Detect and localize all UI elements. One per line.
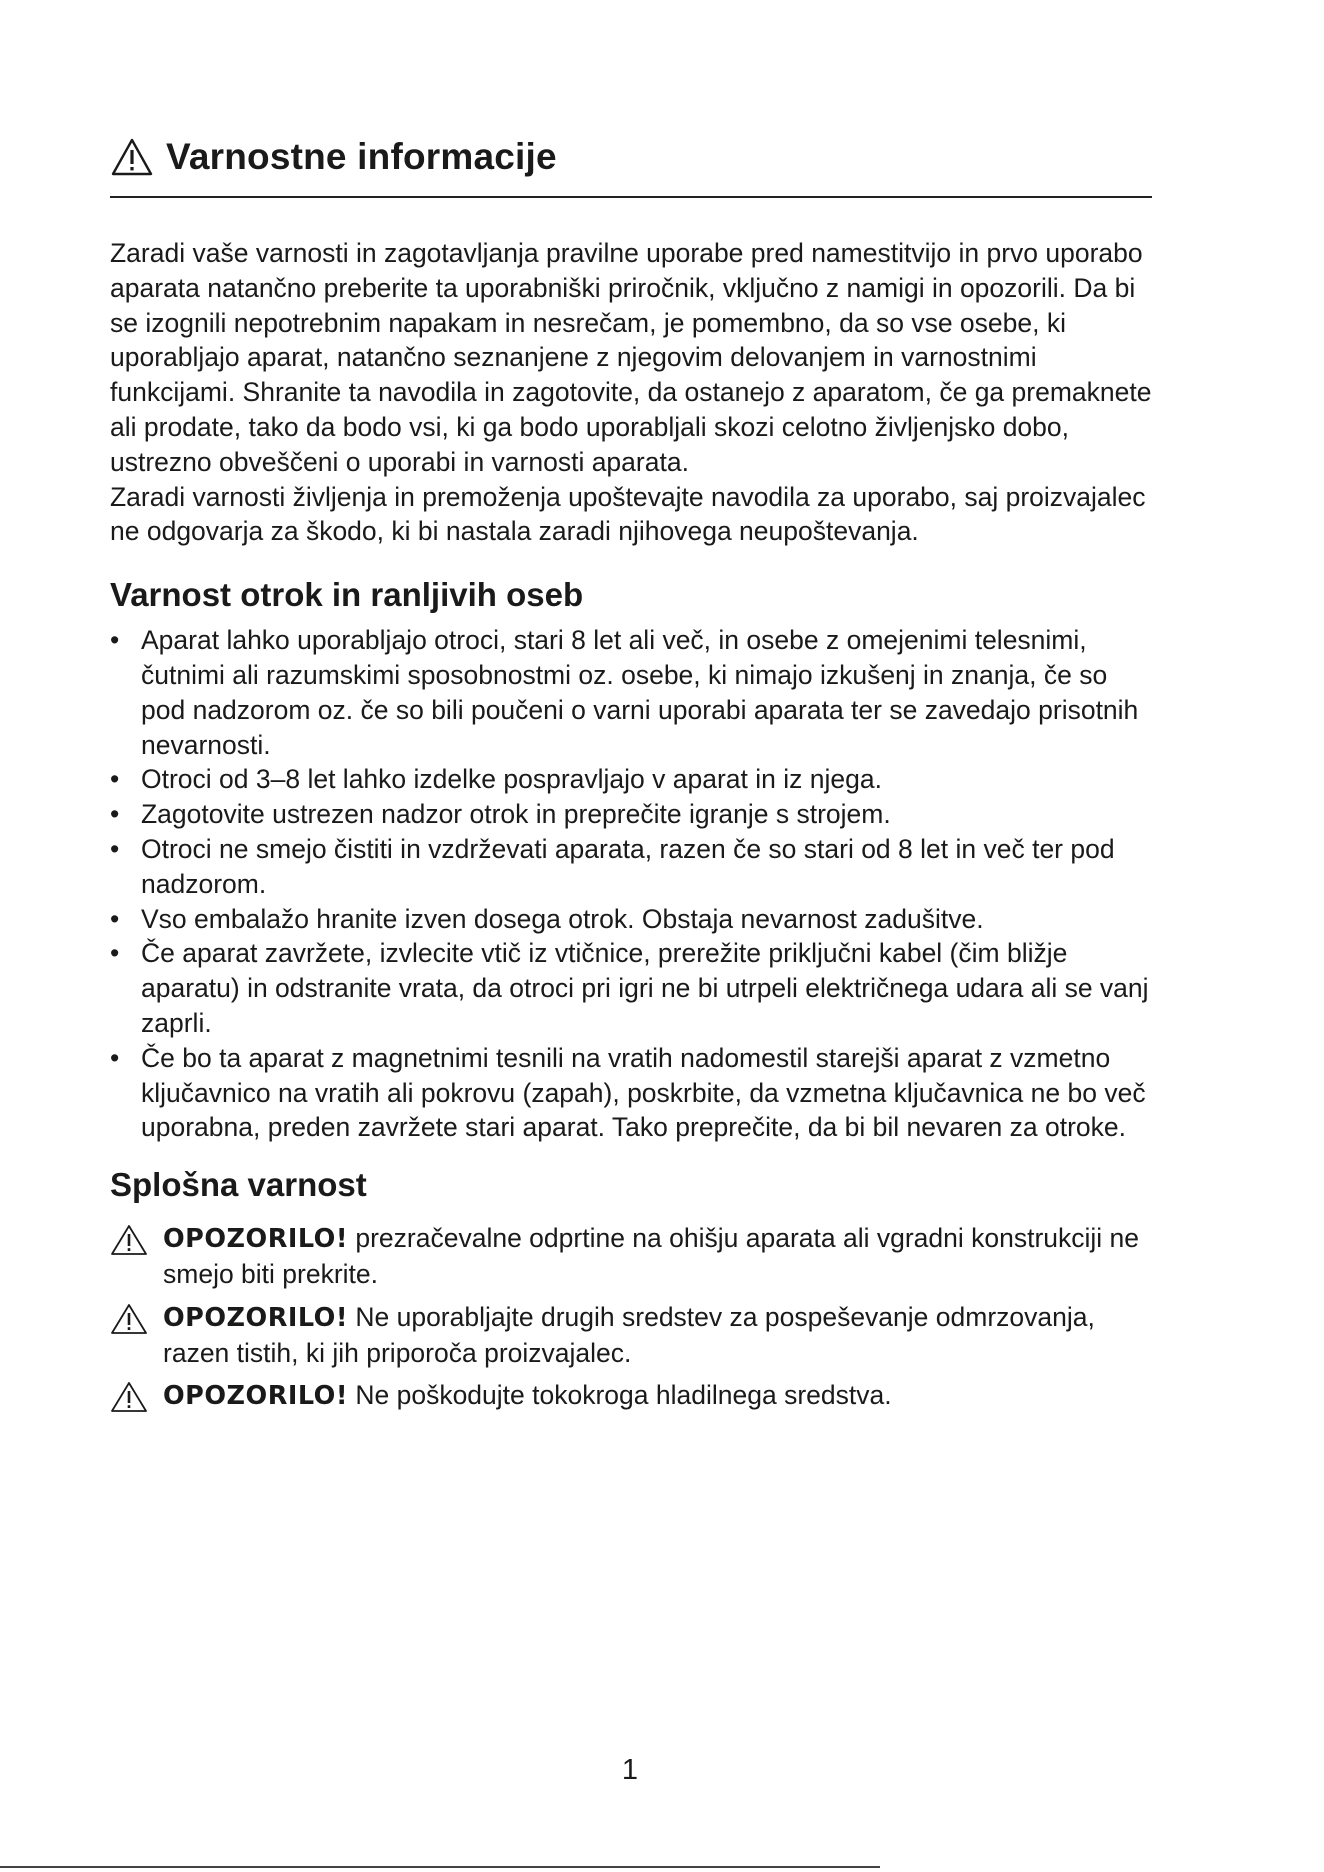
- warning-item: [110, 1221, 1152, 1292]
- list-item: • Zagotovite ustrezen nadzor otrok in preprečite igranje s strojem.: [110, 797, 1152, 832]
- list-item: • Otroci od 3–8 let lahko izdelke pospravljajo v aparat in iz njega.: [110, 762, 1152, 797]
- warning-item: [110, 1300, 1152, 1371]
- warning-triangle-icon: [110, 1381, 148, 1413]
- bullet-symbol: •: [110, 799, 120, 830]
- children-safety-list: [110, 623, 1152, 1145]
- list-item: • Če aparat zavržete, izvlecite vtič iz vtičnice, prerežite priključni kabel (čim bližje aparatu) in odstranite vrata, da otroci pri igri ne bi utrpeli električnega udara ali se vanj zaprli.: [110, 938, 1149, 1038]
- bottom-divider: [0, 1866, 880, 1868]
- page-number: 1: [621, 1754, 639, 1786]
- bullet-symbol: •: [110, 1042, 120, 1073]
- page-title: Varnostne informacije: [166, 136, 557, 177]
- warning-text: Ne uporabljajte drugih sredstev za pospeševanje odmrzovanja, razen tistih, ki jih priporoča proizvajalec.: [163, 1301, 1095, 1368]
- intro-paragraph-1: Zaradi vaše varnosti in zagotavljanja pravilne uporabe pred namestitvijo in prvo uporabo aparata natančno preberite ta uporabniški priročnik, vključno z namigi in opozorili. Da bi se izognili nepotrebnim napakam in nesrečam, je pomembno, da so vse osebe, ki uporabljajo aparat, natančno seznanjene z njegovim delovanjem in varnostnimi funkcijami. Shranite ta navodila in zagotovite, da ostanejo z aparatom, če ga premaknete ali prodate, tako da bodo vsi, ki ga bodo uporabljali skozi celotno življenjsko dobo, ustrezno obveščeni o uporabi in varnosti aparata.: [110, 238, 1152, 477]
- list-item: • Otroci ne smejo čistiti in vzdrževati aparata, razen če so stari od 8 let in več ter pod nadzorom.: [110, 833, 1115, 899]
- list-item: • Aparat lahko uporabljajo otroci, stari 8 let ali več, in osebe z omejenimi telesnimi, čutnimi ali razumskimi sposobnostmi oz. osebe, ki nimajo izkušenj in znanja, če so pod nadzorom oz. če so bili poučeni o varni uporabi aparata ter se zavedajo prisotnih nevarnosti.: [110, 625, 1139, 760]
- warning-label: OPOZORILO!: [163, 1302, 348, 1333]
- title-row: [110, 132, 1152, 182]
- document-page: [110, 132, 1152, 1422]
- bullet-symbol: •: [110, 938, 120, 969]
- general-section-heading: Splošna varnost: [110, 1166, 367, 1204]
- warning-item: [110, 1378, 1152, 1414]
- intro-section: [110, 236, 1152, 549]
- warning-label: OPOZORILO!: [163, 1381, 348, 1412]
- list-item: • Vso embalažo hranite izven dosega otrok. Obstaja nevarnost zadušitve.: [110, 902, 1152, 937]
- intro-paragraph-2: Zaradi varnosti življenja in premoženja upoštevajte navodila za uporabo, saj proizvajalec ne odgovarja za škodo, ki bi nastala zaradi njihovega neupoštevanja.: [110, 481, 1146, 547]
- warning-text: prezračevalne odprtine na ohišju aparata ali vgradni konstrukciji ne smejo biti prekrite.: [163, 1223, 1140, 1289]
- warning-label: OPOZORILO!: [163, 1224, 348, 1255]
- warning-triangle-icon: [110, 137, 154, 177]
- list-item: • Če bo ta aparat z magnetnimi tesnili na vratih nadomestil starejši aparat z vzmetno ključavnico na vratih ali pokrovu (zapah), poskrbite, da vzmetna ključavnica ne bo več uporabna, preden zavržete stari aparat. Tako preprečite, da bi bil nevaren za otroke.: [110, 1042, 1146, 1143]
- bullet-symbol: •: [110, 625, 120, 656]
- warning-triangle-icon: [110, 1303, 148, 1335]
- bullet-symbol: •: [110, 903, 120, 934]
- children-section-heading: Varnost otrok in ranljivih oseb: [110, 576, 584, 614]
- bullet-symbol: •: [110, 764, 120, 795]
- warning-text: Ne poškodujte tokokroga hladilnega sredstva.: [355, 1380, 892, 1411]
- bullet-symbol: •: [110, 833, 120, 864]
- warning-triangle-icon: [110, 1224, 148, 1256]
- title-divider: [110, 196, 1152, 198]
